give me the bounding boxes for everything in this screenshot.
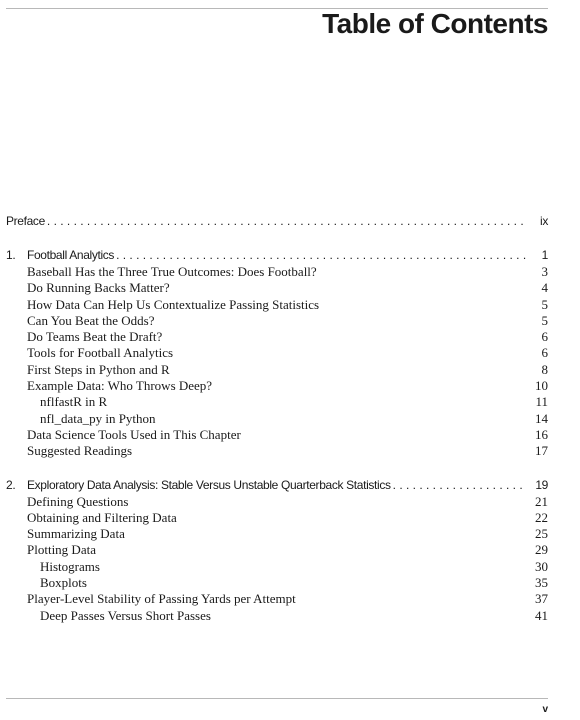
spacer bbox=[6, 460, 548, 476]
section-title: Can You Beat the Odds? bbox=[27, 312, 155, 328]
table-of-contents bbox=[6, 212, 548, 624]
bottom-rule bbox=[6, 698, 548, 699]
spacer bbox=[6, 230, 548, 246]
toc-section[interactable] bbox=[6, 329, 548, 345]
toc-section[interactable] bbox=[6, 494, 548, 510]
toc-section[interactable] bbox=[6, 345, 548, 361]
section-page: 29 bbox=[535, 542, 548, 558]
section-title: Do Running Backs Matter? bbox=[27, 280, 170, 296]
section-title: Data Science Tools Used in This Chapter bbox=[27, 426, 241, 442]
toc-section[interactable] bbox=[6, 443, 548, 459]
chapter-title: Football Analytics bbox=[27, 248, 115, 262]
section-page: 4 bbox=[541, 280, 548, 296]
toc-entry-preface[interactable] bbox=[6, 212, 548, 230]
toc-section[interactable] bbox=[6, 297, 548, 313]
toc-chapter-1[interactable] bbox=[6, 246, 548, 264]
section-page: 5 bbox=[541, 296, 548, 312]
chapter-title: Exploratory Data Analysis: Stable Versus Unstable Quarterback Statistics bbox=[27, 477, 391, 492]
section-title: Tools for Football Analytics bbox=[27, 345, 174, 361]
dot-leader bbox=[116, 246, 527, 264]
section-page: 25 bbox=[535, 526, 548, 542]
toc-section[interactable] bbox=[6, 510, 548, 526]
chapter-page: 19 bbox=[535, 477, 548, 492]
subsection-page: 14 bbox=[535, 410, 548, 426]
subsection-page: 41 bbox=[535, 607, 548, 623]
subsection-page: 30 bbox=[535, 558, 548, 574]
section-title: Baseball Has the Three True Outcomes: Does Football? bbox=[27, 264, 317, 279]
toc-subsection[interactable] bbox=[6, 575, 548, 591]
toc-subsection[interactable] bbox=[6, 608, 548, 624]
toc-section[interactable] bbox=[6, 313, 548, 329]
subsection-title: Deep Passes Versus Short Passes bbox=[40, 607, 211, 623]
section-page: 6 bbox=[541, 329, 548, 345]
dot-leader bbox=[47, 212, 527, 230]
section-page: 6 bbox=[541, 345, 548, 361]
subsection-title: Boxplots bbox=[40, 575, 87, 591]
section-title: Player-Level Stability of Passing Yards per Attempt bbox=[27, 591, 296, 607]
chapter-number: 2. bbox=[6, 477, 16, 492]
section-title: Defining Questions bbox=[27, 493, 129, 509]
subsection-title: Histograms bbox=[40, 558, 100, 574]
section-title: Do Teams Beat the Draft? bbox=[27, 329, 163, 345]
subsection-page: 35 bbox=[535, 575, 548, 591]
section-title: Example Data: Who Throws Deep? bbox=[27, 378, 213, 394]
page-number: v bbox=[542, 704, 548, 715]
toc-section[interactable] bbox=[6, 280, 548, 296]
section-page: 3 bbox=[541, 264, 548, 279]
toc-section[interactable] bbox=[6, 427, 548, 443]
toc-section[interactable] bbox=[6, 591, 548, 607]
chapter-page: 1 bbox=[541, 248, 548, 262]
section-title: Summarizing Data bbox=[27, 526, 125, 542]
section-page: 10 bbox=[535, 378, 548, 394]
section-page: 21 bbox=[535, 493, 548, 509]
section-page: 17 bbox=[535, 443, 548, 459]
section-page: 5 bbox=[541, 312, 548, 328]
section-title: First Steps in Python and R bbox=[27, 361, 170, 377]
section-page: 8 bbox=[541, 361, 548, 377]
toc-subsection[interactable] bbox=[6, 559, 548, 575]
toc-section[interactable] bbox=[6, 542, 548, 558]
section-title: Obtaining and Filtering Data bbox=[27, 509, 177, 525]
dot-leader bbox=[393, 476, 527, 494]
section-title: Suggested Readings bbox=[27, 443, 133, 459]
section-page: 22 bbox=[535, 509, 548, 525]
toc-subsection[interactable] bbox=[6, 411, 548, 427]
subsection-title: nfl_data_py in Python bbox=[40, 410, 156, 426]
subsection-title: nflfastR in R bbox=[40, 394, 108, 410]
toc-entry-title: Preface bbox=[6, 214, 45, 228]
toc-section[interactable] bbox=[6, 526, 548, 542]
section-page: 37 bbox=[535, 591, 548, 607]
section-title: How Data Can Help Us Contextualize Passing Statistics bbox=[27, 296, 320, 312]
toc-section[interactable] bbox=[6, 362, 548, 378]
chapter-number: 1. bbox=[6, 248, 16, 262]
section-page: 16 bbox=[535, 426, 548, 442]
toc-entry-page: ix bbox=[540, 214, 548, 228]
toc-section[interactable] bbox=[6, 264, 548, 280]
subsection-page: 11 bbox=[535, 394, 548, 410]
section-title: Plotting Data bbox=[27, 542, 96, 558]
toc-subsection[interactable] bbox=[6, 394, 548, 410]
toc-section[interactable] bbox=[6, 378, 548, 394]
page-title: Table of Contents bbox=[322, 8, 548, 39]
toc-chapter-2[interactable] bbox=[6, 476, 548, 494]
